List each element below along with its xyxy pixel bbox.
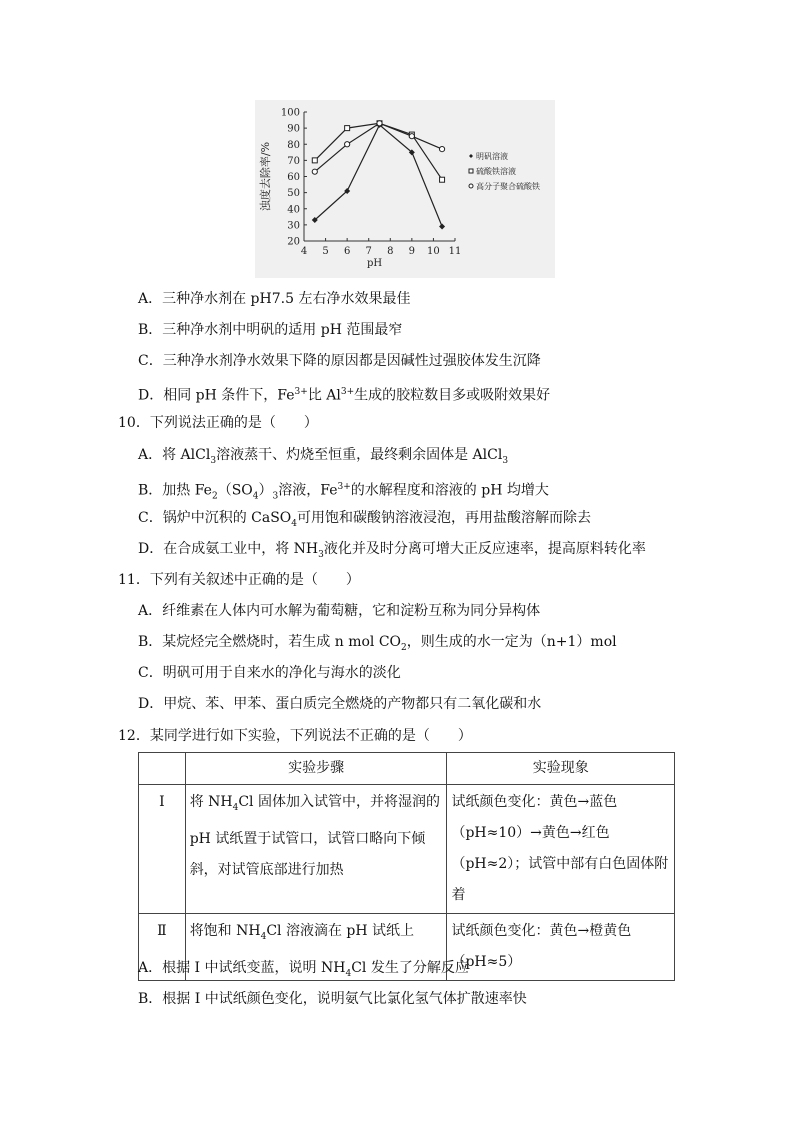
q11-stem: 11．下列有关叙述中正确的是（ ）: [118, 572, 360, 588]
series-line: [315, 123, 442, 171]
y-tick-label: 70: [287, 155, 300, 167]
data-point-circle: [345, 142, 350, 147]
y-tick-label: 90: [287, 123, 300, 135]
q10-option-d: D．在合成氨工业中，将 $NH_3$液化并及时分离可增大正反应速率，提高原料转化率: [138, 541, 646, 560]
row-number: Ⅰ: [139, 785, 186, 914]
y-tick-label: 100: [280, 107, 300, 119]
q12-stem: 12．某同学进行如下实验，下列说法不正确的是（ ）: [118, 728, 472, 744]
y-tick-label: 60: [287, 172, 300, 183]
header-cell-steps: 实验步骤: [185, 753, 447, 785]
y-tick-label: 80: [287, 139, 300, 151]
x-tick-label: 5: [322, 246, 329, 257]
data-point-square: [345, 126, 350, 131]
q9-option-c: C．三种净水剂净水效果下降的原因都是因碱性过强胶体发生沉降: [138, 353, 541, 369]
legend-marker-diamond: [469, 154, 473, 158]
x-tick-label: 6: [343, 246, 351, 257]
header-cell-empty: [139, 753, 186, 785]
legend-marker-circle: [469, 184, 473, 188]
x-tick-label: 8: [387, 246, 394, 257]
q11-option-b: B．某烷烃完全燃烧时，若生成 n mol $CO_2$，则生成的水一定为（n+1）mol: [138, 634, 617, 653]
q9-option-d: D．相同 pH 条件下，$Fe^{3+}$比 $Al^{3+}$生成的胶粒数目多或吸附效果好: [138, 387, 551, 404]
table-row: [139, 785, 675, 914]
y-tick-label: 30: [287, 220, 300, 232]
data-point-circle: [377, 121, 382, 126]
turbidity-removal-chart: [255, 100, 555, 278]
step-cell: 将 $NH_4Cl$ 固体加入试管中，并将湿润的 pH 试纸置于试管口，试管口略向下倾斜，对试管底部进行加热: [185, 785, 447, 914]
q11-option-c: C．明矾可用于自来水的净化与海水的淡化: [138, 665, 401, 681]
experiment-table: [138, 752, 675, 981]
y-tick-label: 20: [287, 236, 300, 248]
legend-marker-square: [469, 169, 473, 173]
x-tick-label: 10: [427, 246, 440, 257]
data-point-circle: [312, 169, 317, 174]
x-tick-label: 4: [300, 246, 308, 257]
row-number: Ⅱ: [139, 914, 186, 981]
x-tick-label: 9: [408, 246, 416, 257]
observation-cell: 试纸颜色变化：黄色→蓝色（pH≈10）→黄色→红色（pH≈2）；试管中部有白色固体附着: [447, 785, 675, 914]
q10-option-a: A．将 AlCl$_3$溶液蒸干、灼烧至恒重，最终剩余固体是 AlCl$_3$: [138, 447, 509, 466]
y-axis-label: 浊度去除率/%: [259, 141, 272, 212]
y-tick-label: 50: [287, 188, 300, 200]
q10-option-c: C．锅炉中沉积的 CaSO$_4$可用饱和碳酸钠溶液浸泡，再用盐酸溶解而除去: [138, 510, 592, 529]
observation-cell: 试纸颜色变化：黄色→橙黄色（pH≈5）: [447, 914, 675, 981]
header-cell-observations: 实验现象: [447, 753, 675, 785]
legend-label: 硫酸铁溶液: [476, 167, 516, 176]
x-tick-label: 7: [365, 246, 372, 257]
data-point-square: [440, 177, 445, 182]
y-tick-label: 40: [287, 204, 300, 216]
data-point-circle: [409, 134, 414, 139]
chart-svg: [255, 100, 555, 278]
data-point-square: [312, 158, 317, 163]
q11-option-d: D．甲烷、苯、甲苯、蛋白质完全燃烧的产物都只有二氧化碳和水: [138, 696, 542, 712]
q12-option-a: A．根据 I 中试纸变蓝，说明 $NH_4Cl$ 发生了分解反应: [138, 960, 469, 979]
data-point-diamond: [439, 223, 445, 229]
table-header-row: [139, 753, 675, 785]
q9-option-a: A．三种净水剂在 pH7.5 左右净水效果最佳: [138, 291, 411, 307]
x-axis-label: pH: [366, 258, 383, 269]
q10-stem: 10．下列说法正确的是（ ）: [118, 415, 318, 431]
x-tick-label: 11: [448, 246, 462, 257]
q9-option-b: B．三种净水剂中明矾的适用 pH 范围最窄: [138, 322, 403, 338]
step-cell: 将饱和 $NH_4Cl$ 溶液滴在 pH 试纸上: [185, 914, 447, 981]
series-line: [315, 123, 442, 179]
q11-option-a: A．纤维素在人体内可水解为葡萄糖，它和淀粉互称为同分异构体: [138, 603, 541, 619]
legend-label: 高分子聚合硫酸铁: [476, 182, 540, 191]
series-line: [315, 125, 442, 227]
q12-option-b: B．根据 I 中试纸颜色变化，说明氨气比氯化氢气体扩散速率快: [138, 991, 527, 1007]
data-point-circle: [439, 146, 444, 151]
legend-label: 明矾溶液: [476, 152, 508, 161]
q10-option-b: B．加热 $Fe_2(SO_4)_3$溶液，$Fe^{3+}$的水解程度和溶液的 pH 均增大: [138, 482, 549, 502]
